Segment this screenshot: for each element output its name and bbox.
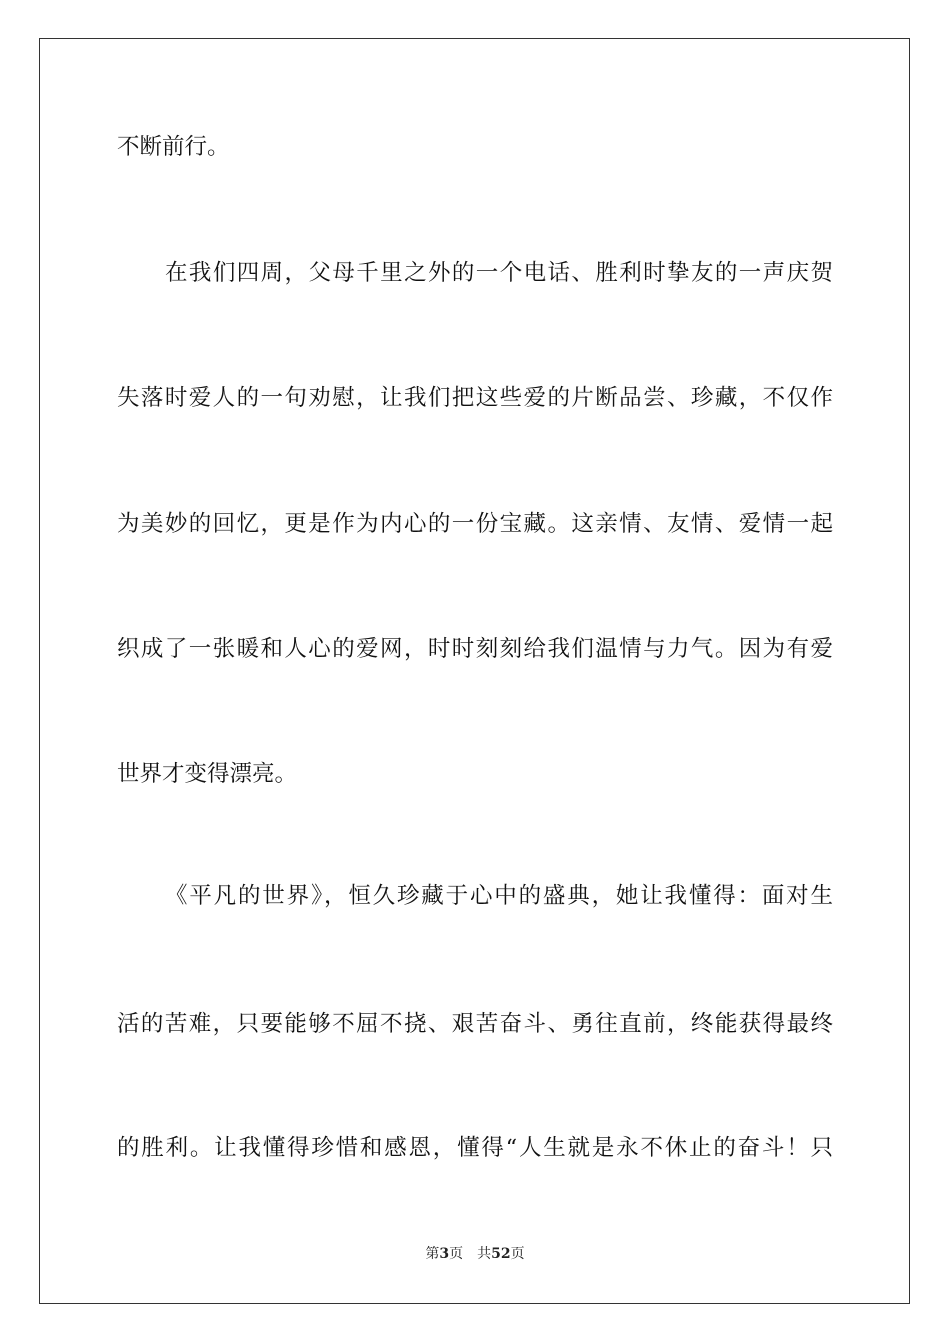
- page-number: 3: [439, 1246, 450, 1262]
- total-pages: 52: [491, 1246, 511, 1262]
- page-border: [39, 38, 910, 1304]
- text-line-9: 的胜利。让我懂得珍惜和感恩，懂得“人生就是永不休止的奋斗！只: [117, 1135, 833, 1161]
- text-line-2: 在我们四周，父母千里之外的一个电话、胜利时挚友的一声庆贺: [165, 260, 833, 286]
- total-prefix: 共: [477, 1246, 492, 1262]
- text-line-8: 活的苦难，只要能够不屈不挠、艰苦奋斗、勇往直前，终能获得最终: [117, 1011, 833, 1037]
- page-footer: [0, 1244, 950, 1264]
- text-line-6: 世界才变得漂亮。: [117, 761, 298, 787]
- text-line-1: 不断前行。: [117, 134, 230, 160]
- page-prefix: 第: [425, 1246, 440, 1262]
- text-line-3: 失落时爱人的一句劝慰，让我们把这些爱的片断品尝、珍藏，不仅作: [117, 385, 833, 411]
- text-line-7: 《平凡的世界》，恒久珍藏于心中的盛典，她让我懂得：面对生: [165, 883, 833, 909]
- text-line-4: 为美妙的回忆，更是作为内心的一份宝藏。这亲情、友情、爱情一起: [117, 511, 833, 537]
- total-suffix: 页: [510, 1246, 525, 1262]
- text-line-5: 织成了一张暖和人心的爱网，时时刻刻给我们温情与力气。因为有爱: [117, 636, 833, 662]
- page-suffix: 页: [449, 1246, 464, 1262]
